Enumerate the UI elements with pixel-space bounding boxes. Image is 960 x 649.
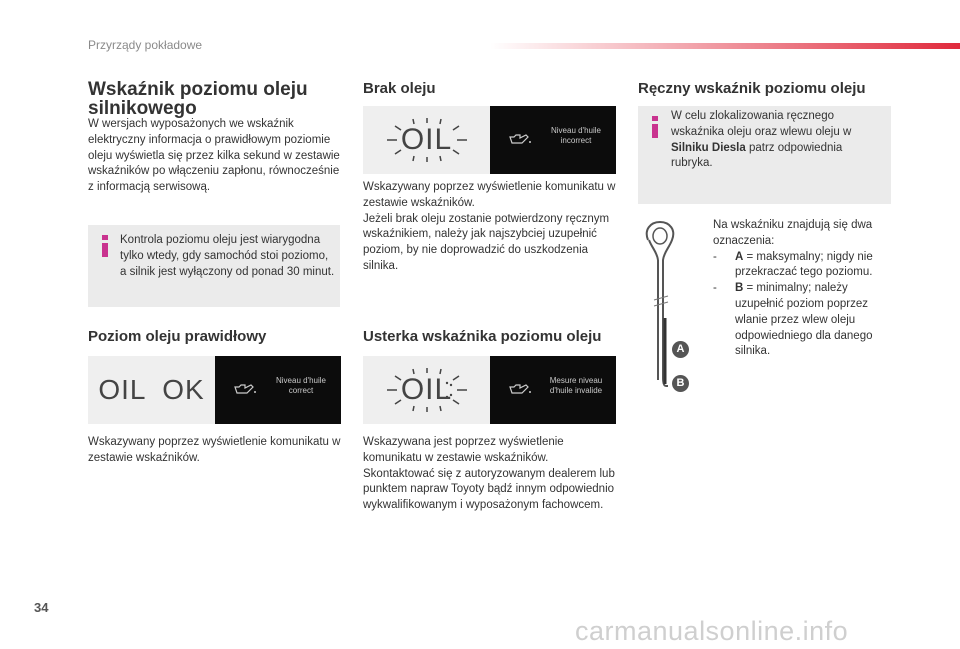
marker-a-badge: A: [672, 341, 689, 358]
section-header: Przyrządy pokładowe: [88, 38, 203, 52]
oil-can-icon: [508, 382, 532, 396]
display-oil-ok-message: Niveau d'huile correct: [275, 376, 326, 395]
marker-list: [713, 250, 888, 361]
display-oil-ok-label: OIL OK: [98, 374, 205, 405]
heading-gauge-fault: Usterka wskaźnika poziomu oleju: [363, 328, 602, 345]
dipstick-description: [713, 218, 888, 360]
oil-can-icon: [508, 132, 532, 146]
watermark: carmanualsonline.info: [575, 616, 849, 646]
gauge-fault-text: Wskazywana jest poprzez wyświetlenie komunikatu w zestawie wskaźników. Skontaktować się z autoryzowanym dealerem lub punktem napraw Toyoty bądź innym odpowiednio wykwalifikowanym i wyposażonym fachowcem.: [363, 436, 615, 512]
info-box-text: Kontrola poziomu oleju jest wiarygodna tylko wtedy, gdy samochód stoi poziomo, a silnik jest wyłączony od ponad 30 minut.: [120, 234, 335, 278]
display-fault-label: OIL: [400, 373, 453, 406]
marker-b-badge: B: [672, 375, 689, 392]
heading-no-oil: Brak oleju: [363, 80, 436, 97]
display-no-oil-message: Niveau d'huile incorrect: [550, 126, 601, 145]
info-box-diesel: [638, 106, 891, 204]
diesel-engine-link: Silniku Diesla: [671, 141, 746, 154]
heading-manual-gauge: Ręczny wskaźnik poziomu oleju: [638, 80, 866, 97]
heading-oil-ok: Poziom oleju prawidłowy: [88, 328, 267, 345]
display-no-oil-label: OIL: [400, 123, 453, 156]
page-number: 34: [34, 600, 49, 615]
info-box-level-check: [88, 225, 340, 307]
info-box-diesel-text: W celu zlokalizowania ręcznego wskaźnika oleju oraz wlewu oleju w Silniku Diesla patrz odpowiednia rubryka.: [671, 110, 852, 170]
intro-paragraph: W wersjach wyposażonych we wskaźnik elektryczny informacja o prawidłowym poziomie oleju wyświetla się przez kilka sekund w zestawie wskaźników po włączeniu zapłonu, równocześnie z informacją serwisową.: [88, 118, 340, 194]
oil-can-icon: [233, 382, 257, 396]
header-red-line: [490, 43, 960, 49]
display-no-oil: [363, 106, 616, 174]
display-gauge-fault: [363, 356, 616, 424]
no-oil-text: Wskazywany poprzez wyświetlenie komunikatu w zestawie wskaźników. Jeżeli brak oleju zostanie potwierdzony ręcznym wskaźnikiem, należy jak najszybciej uzupełnić poziom, by nie doprowadzić do uszkodzenia silnika.: [363, 181, 616, 272]
list-item: - A = maksymalny; nigdy nie przekraczać tego poziomu.: [713, 250, 873, 279]
list-item: - B = minimalny; należy uzupełnić poziom poprzez wlanie przez wlew oleju odpowiedniego dla danego silnika.: [713, 282, 873, 358]
info-icon: [102, 235, 108, 257]
main-title: Wskaźnik poziomu oleju silnikowego: [88, 79, 308, 119]
oil-ok-text: Wskazywany poprzez wyświetlenie komunikatu w zestawie wskaźników.: [88, 436, 341, 464]
info-icon: [652, 116, 658, 138]
dipstick-illustration: [638, 218, 698, 396]
dipstick-intro: Na wskaźniku znajdują się dwa oznaczenia:: [713, 219, 873, 247]
display-fault-message: Mesure niveau d'huile invalide: [549, 376, 603, 395]
display-oil-ok: [88, 356, 341, 424]
